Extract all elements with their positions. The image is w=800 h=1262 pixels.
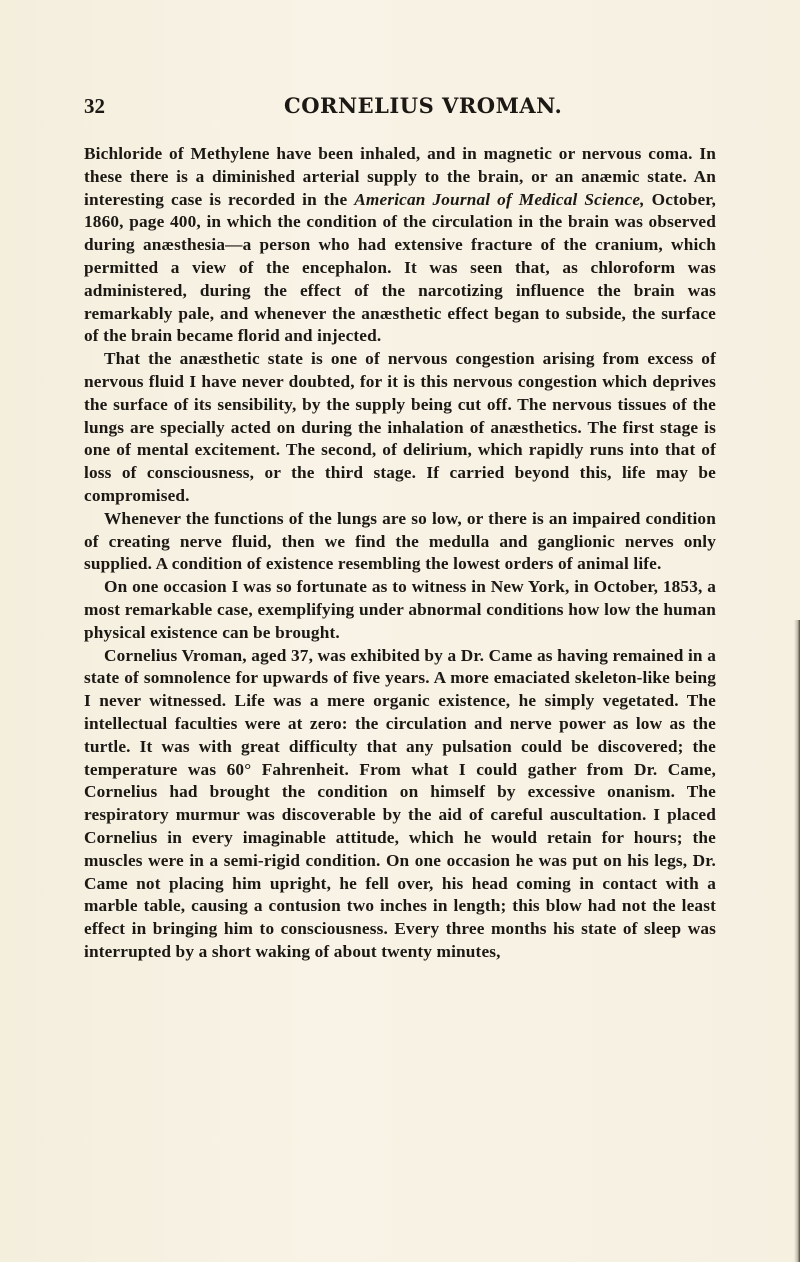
page-number: 32 — [84, 94, 105, 118]
paragraph-1-text: Bichloride of Methylene have been inhaled, and in magnetic or nervous coma. In these there is a diminished arterial supply to the brain, or an anæmic state. An interesting case is recorded in the — [84, 144, 716, 209]
journal-title: American Journal of Medical Science, — [354, 189, 645, 209]
paragraph-2: That the anæsthetic state is one of nervous congestion arising from excess of nervous fluid I have never doubted, for it is this nervous congestion which deprives the surface of its sensibility, by the supply being cut off. The nervous tissues of the lungs are specially acted on during the inhalation of anæsthetics. The first stage is one of mental excitement. The second, of delirium, which rapidly runs into that of loss of consciousness, or the third stage. If carried beyond this, life may be compromised. — [84, 349, 716, 505]
page-header — [84, 93, 732, 123]
body-text — [84, 143, 716, 964]
paragraph-1 — [84, 143, 716, 348]
paragraph-3: Whenever the functions of the lungs are so low, or there is an impaired condition of creating nerve fluid, then we find the medulla and ganglionic nerves only supplied. A condition of existence resembling the lowest orders of animal life. — [84, 508, 716, 574]
running-title: CORNELIUS VROMAN. — [284, 93, 563, 118]
paragraph-4: On one occasion I was so fortunate as to witness in New York, in October, 1853, a most remarkable case, exemplifying under abnormal conditions how low the human physical existence can be brought. — [84, 577, 716, 642]
page-edge-shadow — [794, 620, 800, 1262]
paragraph-5: Cornelius Vroman, aged 37, was exhibited by a Dr. Came as having remained in a state of somnolence for upwards of five years. A more emaciated skeleton-like being I never witnessed. Life was a mere organic existence, he simply vegetated. The intellectual faculties were at zero: the circulation and nerve power as low as the turtle. It was with great difficulty that any pulsation could be discovered; the temperature was 60° Fahrenheit. From what I could gather from Dr. Came, Cornelius had brought the condition on himself by excessive onanism. The respiratory murmur was discoverable by the aid of careful auscultation. I placed Cornelius in every imaginable attitude, which he would retain for hours; the muscles were in a semi-rigid condition. On one occasion he was put on his legs, Dr. Came not placing him upright, he fell over, his head coming in contact with a marble table, causing a contusion two inches in length; this blow had not the least effect in bringing him to consciousness. Every three months his state of sleep was interrupted by a short waking of about twenty minutes, — [84, 645, 716, 961]
paragraph-1-text-cont: October, 1860, page 400, in which the condition of the circulation in the brain was observed during anæsthesia—a person who had extensive fracture of the cranium, which permitted a view of the encephalon. It was seen that, as chloroform was administered, during the effect of the narcotizing influence the brain was remarkably pale, and whenever the anæsthetic effect began to subside, the surface of the brain became florid and injected. — [84, 189, 716, 346]
